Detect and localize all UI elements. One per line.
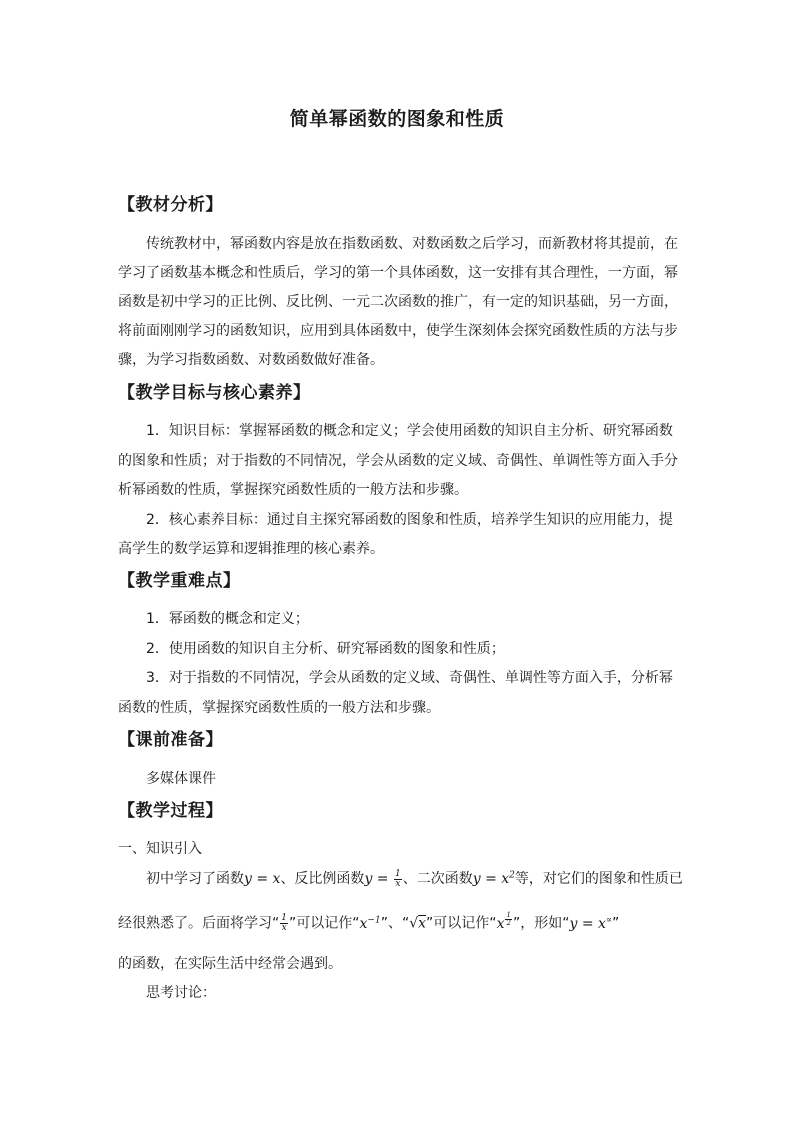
intro-line-1 — [146, 868, 683, 889]
goals-line: 高学生的数学运算和逻辑推理的核心素养。 — [118, 541, 384, 557]
intro-text: 初中学习了函数 — [146, 871, 244, 887]
discussion-label: 思考讨论： — [146, 985, 216, 1001]
section-heading-process: 【教学过程】 — [118, 801, 223, 821]
keypoints-line: 1．幂函数的概念和定义； — [146, 611, 309, 627]
intro-line-3: 的函数，在实际生活中经常会遇到。 — [118, 956, 342, 972]
intro-text: 、反比例函数 — [280, 871, 365, 887]
formula-linear: y = x — [244, 871, 281, 887]
formula-sqrt-x: √x — [409, 915, 427, 932]
intro-text: ”，形如“ — [512, 915, 570, 932]
goals-line: 2．核心素养目标：通过自主探究幂函数的图象和性质，培养学生知识的应用能力，提 — [146, 512, 673, 528]
intro-text: ” — [611, 915, 620, 932]
analysis-line: 传统教材中，幂函数内容是放在指数函数、对数函数之后学习，而新教材将其提前，在 — [146, 236, 678, 252]
page-title: 简单幂函数的图象和性质 — [289, 108, 505, 130]
analysis-line: 骤，为学习指数函数、对数函数做好准备。 — [118, 352, 384, 368]
intro-line-2 — [118, 912, 619, 933]
intro-text: ”、“ — [380, 915, 410, 932]
keypoints-line: 3．对于指数的不同情况，学会从函数的定义域、奇偶性、单调性等方面入手，分析幂 — [146, 670, 673, 686]
section-heading-prep: 【课前准备】 — [118, 730, 223, 750]
section-heading-goals: 【教学目标与核心素养】 — [118, 383, 311, 403]
process-subheading: 一、知识引入 — [118, 841, 202, 857]
prep-line: 多媒体课件 — [146, 771, 216, 787]
analysis-line: 函数是初中学习的正比例、反比例、一元二次函数的推广，有一定的知识基础，另一方面， — [118, 294, 678, 310]
intro-text: ”可以记作“ — [426, 915, 497, 932]
formula-quadratic: $y = x^2$ — [472, 870, 515, 887]
analysis-line: 学习了函数基本概念和性质后，学习的第一个具体函数，这一安排有其合理性，一方面，幂 — [118, 265, 678, 281]
intro-text: 经很熟悉了。后面将学习“ — [118, 915, 280, 932]
section-heading-analysis: 【教材分析】 — [118, 195, 223, 215]
analysis-line: 将前面刚刚学习的函数知识，应用到具体函数中，使学生深刻体会探究函数性质的方法与步 — [118, 323, 678, 339]
intro-text: 等，对它们的图象和性质已 — [514, 871, 683, 887]
section-heading-keypoints: 【教学重难点】 — [118, 571, 241, 591]
formula-x-half: x $^{\frac{1}{2}}$ — [496, 911, 511, 932]
goals-line: 的图象和性质；对于指数的不同情况，学会从函数的定义域、奇偶性、单调性等方面入手分 — [118, 453, 678, 469]
formula-one-over-x: $\frac{1}{x}$ — [281, 913, 287, 934]
goals-line: 析幂函数的性质，掌握探究函数性质的一般方法和步骤。 — [118, 482, 468, 498]
goals-line: 1．知识目标：掌握幂函数的概念和定义；学会使用函数的知识自主分析、研究幂函数 — [146, 423, 673, 439]
formula-x-inverse: $x^{-1}$ — [359, 915, 381, 932]
intro-text: 、二次函数 — [402, 871, 473, 887]
formula-power: y = x∝ — [569, 915, 612, 932]
formula-reciprocal: y = $\frac{1}{x}$ — [364, 868, 401, 889]
keypoints-line: 2．使用函数的知识自主分析、研究幂函数的图象和性质； — [146, 641, 505, 657]
intro-text: ”可以记作“ — [289, 915, 360, 932]
keypoints-line: 函数的性质，掌握探究函数性质的一般方法和步骤。 — [118, 700, 440, 716]
